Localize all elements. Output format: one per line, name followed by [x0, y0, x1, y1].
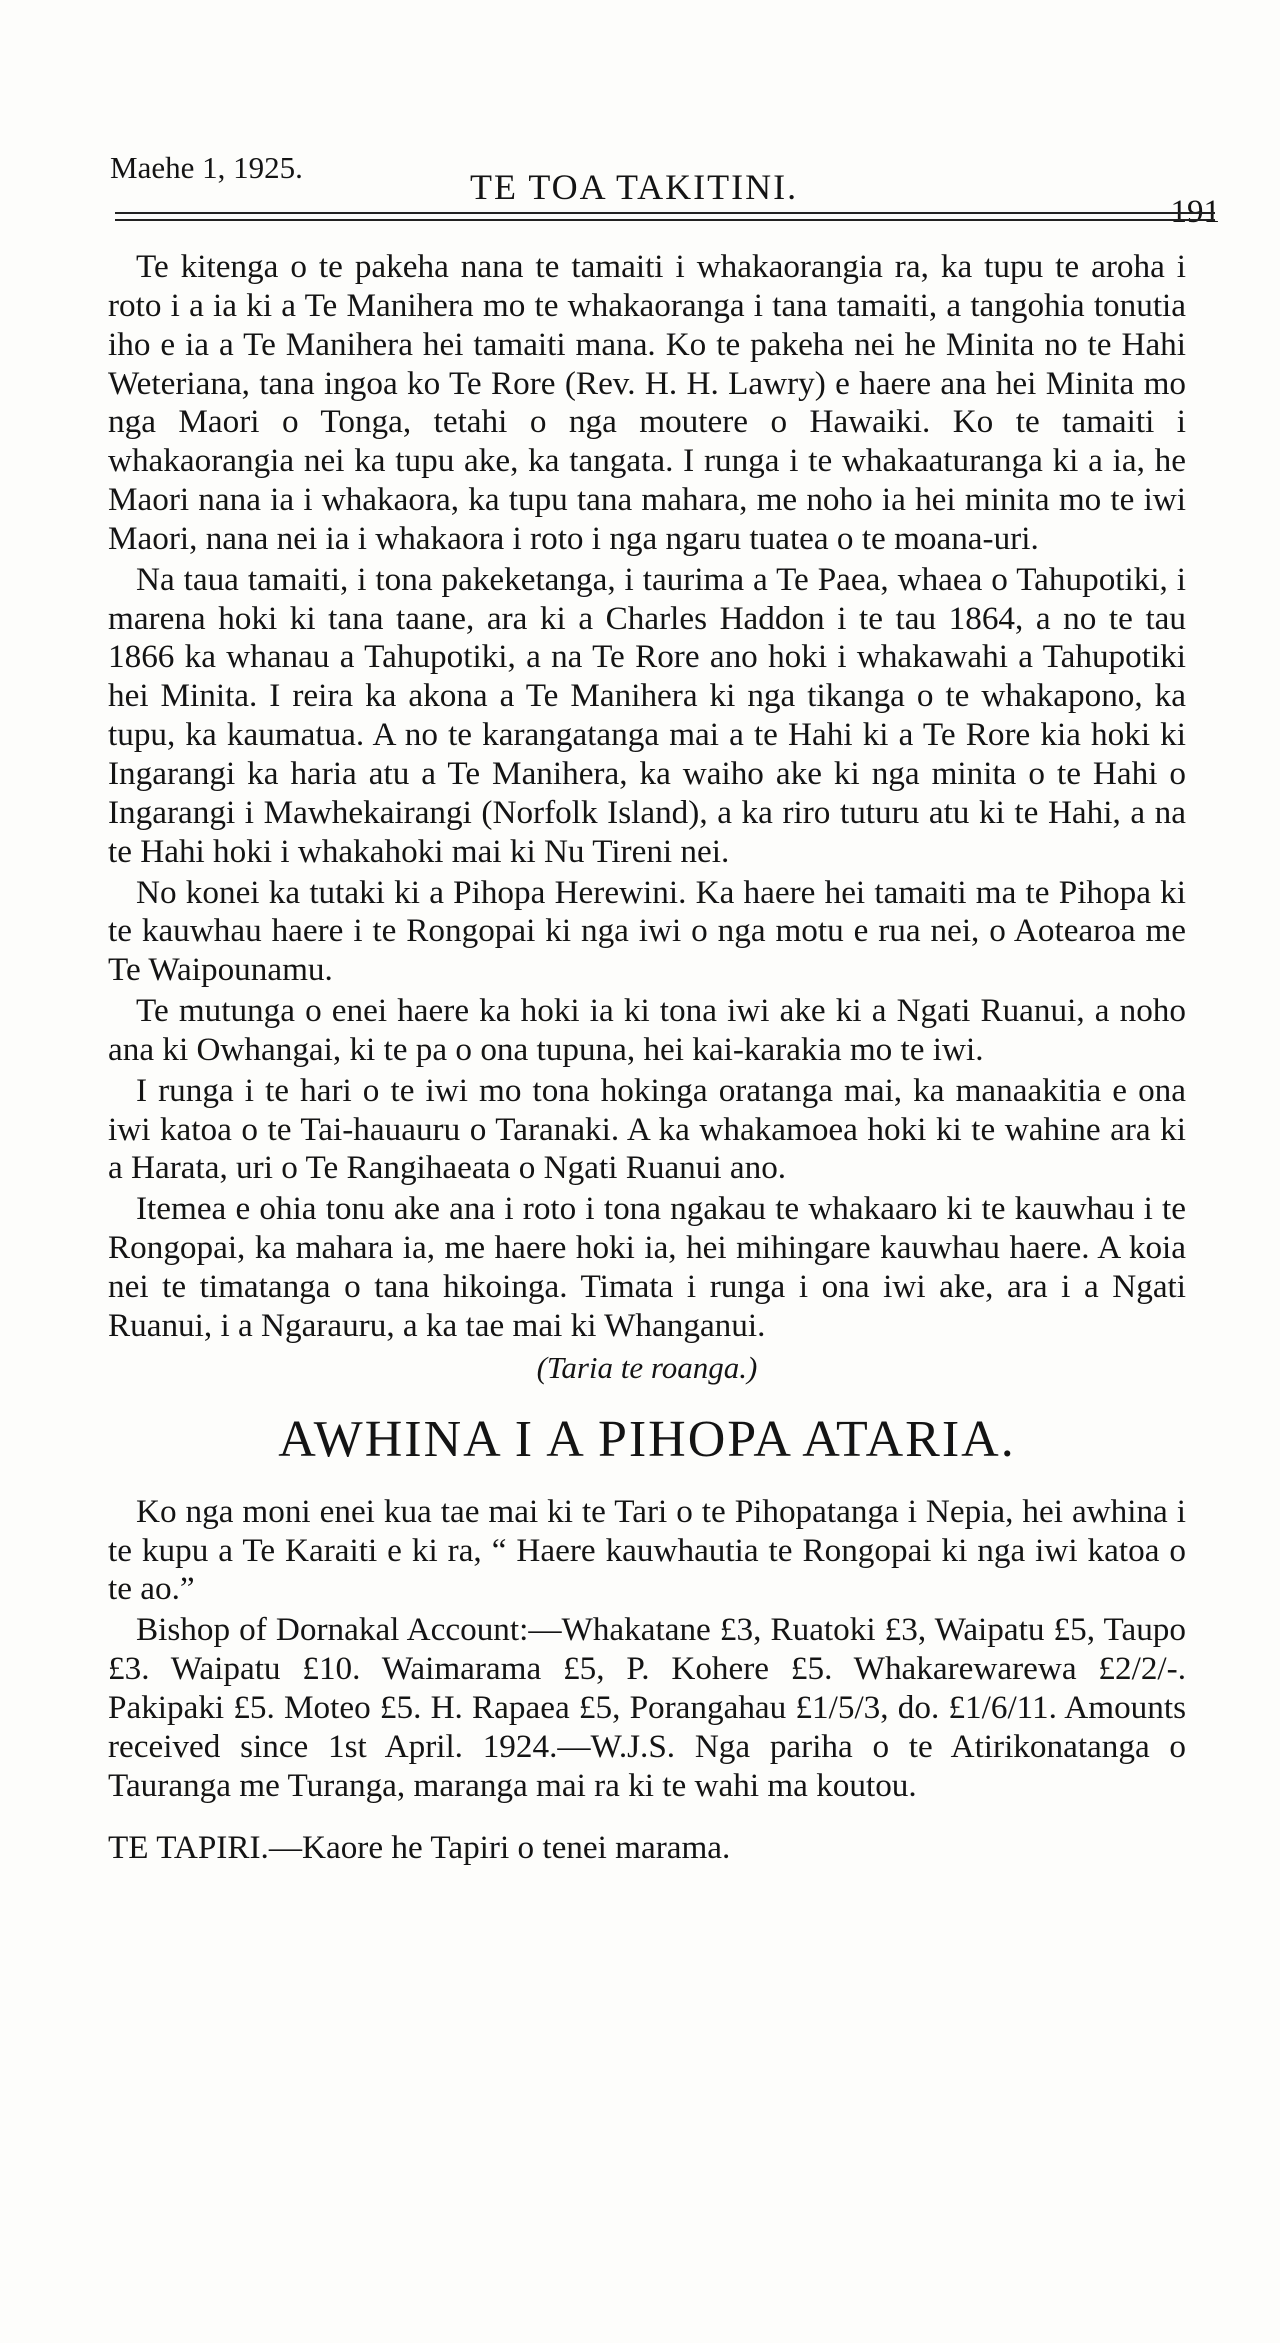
article-paragraph: Itemea e ohia tonu ake ana i roto i tona ngakau te whakaaro ki te kauwhau i te Rongopai, ka mahara ia, me haere hoki ia, hei mihingare kauwhau haere. A koia nei te timatanga o tana hikoinga. Timata i runga i ona iwi ake, ara i a Ngati Ruanui, i a Ngarauru, a ka tae mai ki Whanganui. [108, 1190, 1186, 1344]
page-number: 191 [1170, 194, 1220, 230]
publication-title: TE TOA TAKITINI. [470, 167, 799, 207]
issue-date: Maehe 1, 1925. [110, 150, 303, 185]
article-paragraph: I runga i te hari o te iwi mo tona hokinga oratanga mai, ka manaakitia e ona iwi katoa o te Tai-hauauru o Taranaki. A ka whakamoea hoki ki te wahine ara ki a Harata, uri o Te Rangihaeata o Ngati Ruanui ano. [108, 1071, 1186, 1187]
article-paragraph: Bishop of Dornakal Account:—Whakatane £3, Ruatoki £3, Waipatu £5, Taupo £3. Waipatu £10. Waimarama £5, P. Kohere £5. Whakarewarewa £2/2/-. Pakipaki £5. Moteo £5. H. Rapaea £5, Porangahau £1/5/3, do. £1/6/11. Amounts received since 1st April. 1924.—W.J.S. Nga pariha o te Atirikonatanga o Tauranga me Turanga, maranga mai ra ki te wahi ma koutou. [108, 1611, 1186, 1804]
article-manihera [108, 248, 1186, 1386]
article-paragraph: Te kitenga o te pakeha nana te tamaiti i whakaorangia ra, ka tupu te aroha i roto i a ia ki a Te Manihera mo te whakaoranga i tana tamaiti, a tangohia tonutia iho e ia a Te Manihera hei tamaiti mana. Ko te pakeha nei he Minita no te Hahi Weteriana, tana ingoa ko Te Rore (Rev. H. H. Lawry) e haere ana hei Minita mo nga Maori o Tonga, tetahi o nga moutere o Hawaiki. Ko te tamaiti i whakaorangia nei ka tupu ake, ka tangata. I runga i te whakaaturanga ki a ia, he Maori nana ia i whakaora, ka tupu tana mahara, me noho ia hei minita mo te iwi Maori, nana nei ia i whakaora i roto i nga ngaru tuatea o te moana-uri. [108, 248, 1186, 557]
article-awhina [108, 1410, 1186, 1806]
article-paragraph: Te mutunga o enei haere ka hoki ia ki tona iwi ake ki a Ngati Ruanui, a noho ana ki Owhangai, ki te pa o ona tupuna, hei kai-karakia mo te iwi. [108, 992, 1186, 1068]
article-heading: AWHINA I A PIHOPA ATARIA. [278, 1410, 1016, 1468]
page-header [110, 150, 1220, 230]
article-paragraph: Ko nga moni enei kua tae mai ki te Tari o te Pihopatanga i Nepia, hei awhina i te kupu a Te Karaiti e ki ra, “ Haere kauwhautia te Rongopai ki nga iwi katoa o te ao.” [108, 1492, 1186, 1608]
tapiri-notice: TE TAPIRI.—Kaore he Tapiri o tenei marama. [108, 1829, 731, 1867]
continued-note: (Taria te roanga.) [536, 1349, 758, 1385]
header-rule-top [115, 212, 1215, 214]
article-paragraph: Na taua tamaiti, i tona pakeketanga, i taurima a Te Paea, whaea o Tahupotiki, i marena hoki ki tana taane, ara ki a Charles Haddon i te tau 1864, a no te tau 1866 ka whanau a Tahupotiki, a na Te Rore ano hoki i whakawahi a Tahupotiki hei Minita. I reira ka akona a Te Manihera ki nga tikanga o te whakapono, ka tupu, ka kaumatua. A no te karangatanga mai a te Hahi ki a Te Rore kia hoki ki Ingarangi ka haria atu a Te Manihera, ka waiho ake ki nga minita o te Hahi o Ingarangi i Mawhekairangi (Norfolk Island), a ka riro tuturu atu ki te Hahi, a na te Hahi hoki i whakahoki mai ki Nu Tireni nei. [108, 560, 1186, 870]
page-body [108, 248, 1186, 1870]
header-rule-bottom [115, 219, 1215, 221]
article-paragraph: No konei ka tutaki ki a Pihopa Herewini. Ka haere hei tamaiti ma te Pihopa ki te kauwhau haere i te Rongopai ki nga iwi o nga motu e rua nei, o Aotearoa me Te Waipounamu. [108, 873, 1186, 989]
